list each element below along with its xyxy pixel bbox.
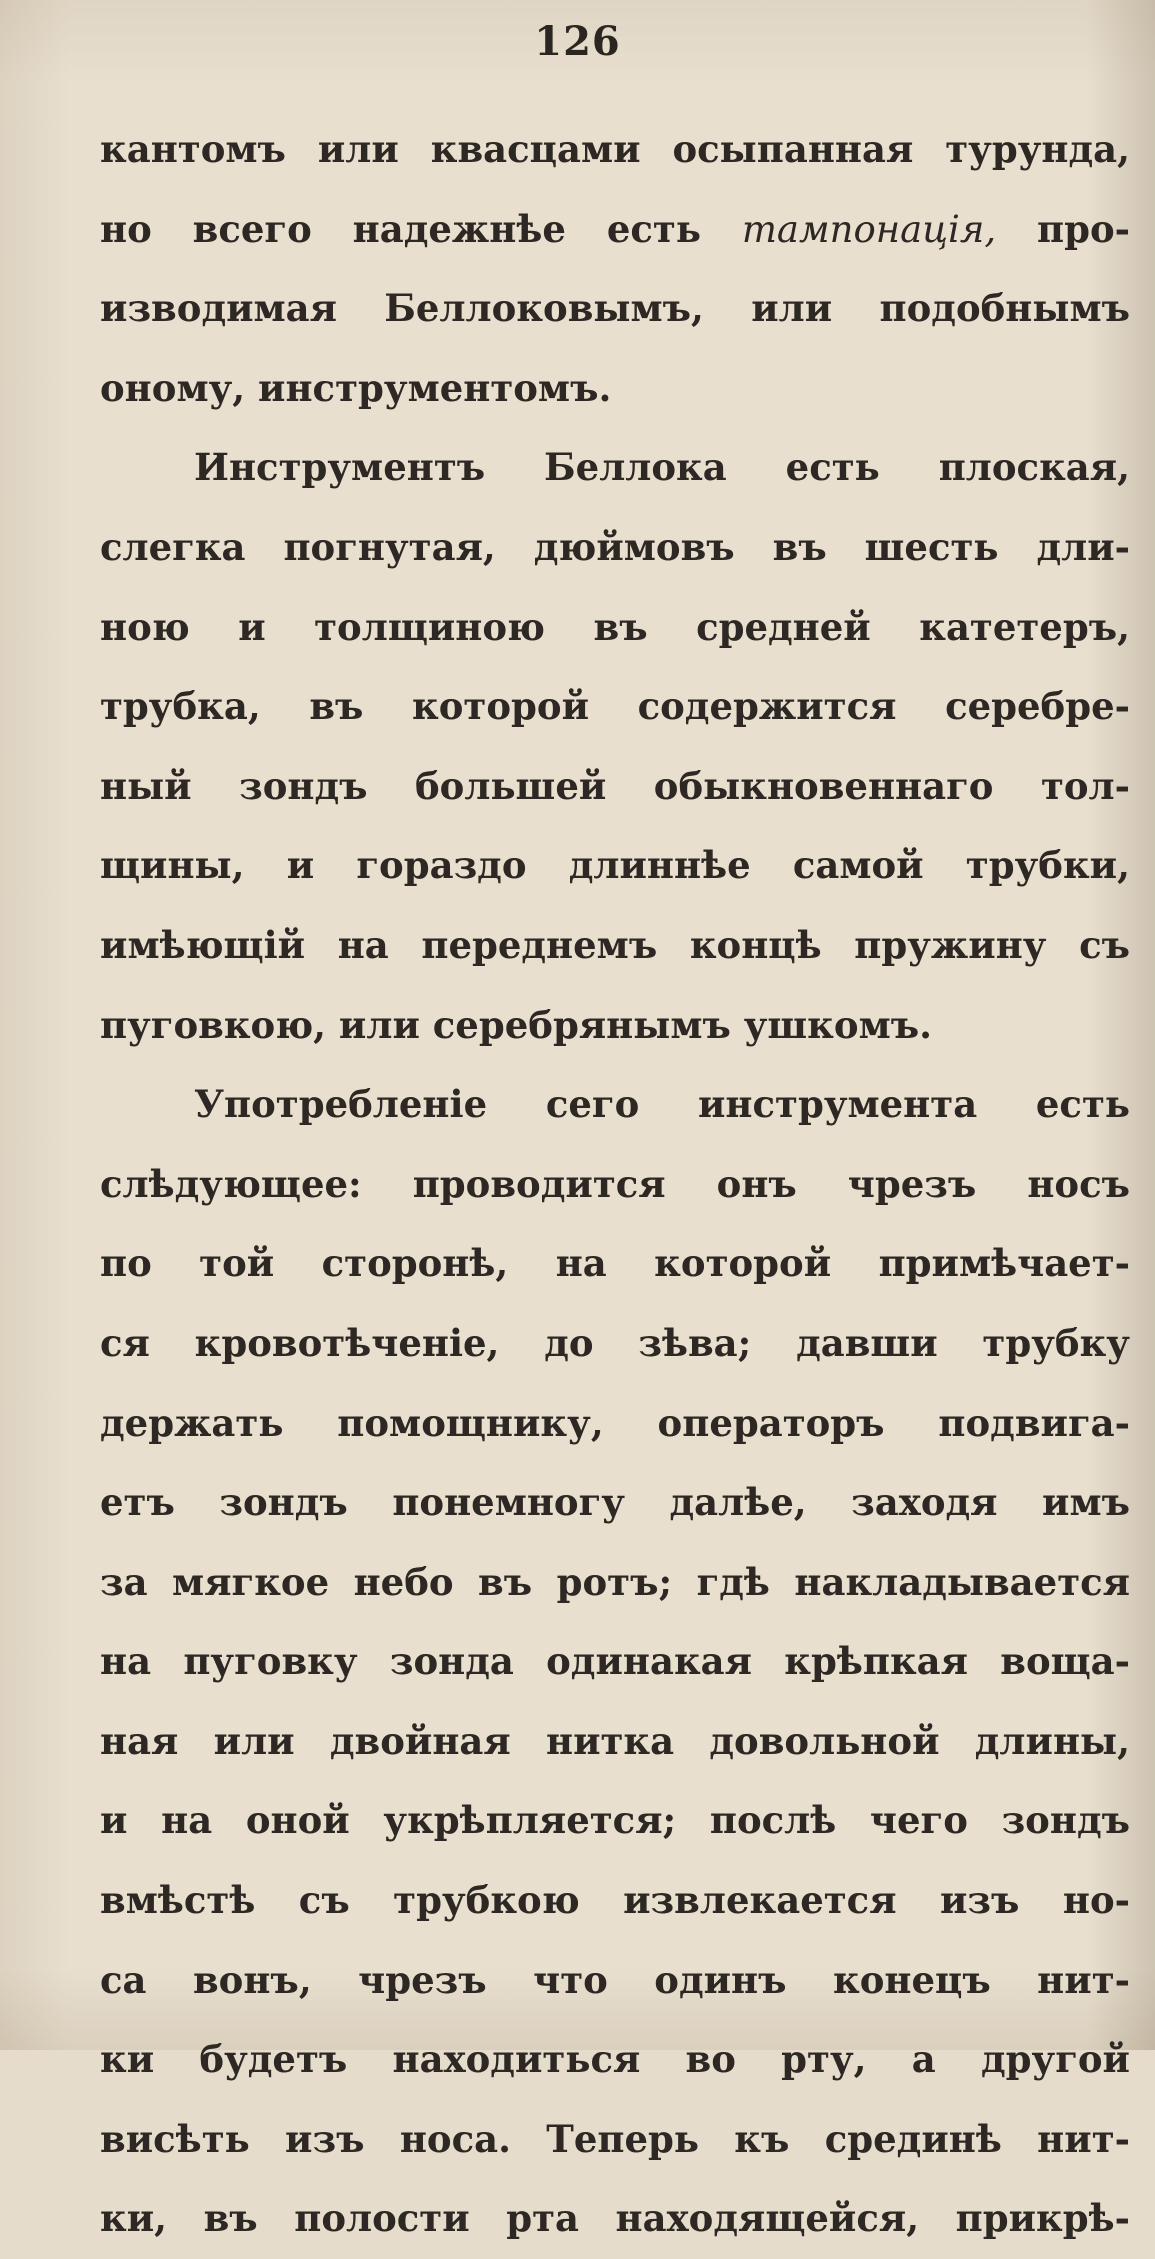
text-line: слегка погнутая, дюймовъ въ шесть дли- [100, 524, 1130, 569]
text-line: етъ зондъ понемногу далѣе, заходя имъ [100, 1480, 1130, 1525]
text-line: имѣющій на переднемъ концѣ пружину съ [100, 922, 1130, 967]
text-line: висѣть изъ носа. Теперь къ срединѣ нит- [100, 2116, 1130, 2161]
text-line: на пуговку зонда одинакая крѣпкая воща- [100, 1639, 1130, 1684]
body-text [100, 110, 1130, 2259]
text-line: ною и толщиною въ средней катетеръ, [100, 604, 1130, 649]
text-fragment: но всего надежнѣе есть [100, 206, 742, 251]
paragraph-first-line: Инструментъ Беллока есть плоская, [194, 445, 1130, 490]
text-line: ки будетъ находиться во рту, а другой [100, 2037, 1130, 2082]
text-line: ся кровотѣченіе, до зѣва; давши трубку [100, 1320, 1130, 1365]
text-line: кантомъ или квасцами осыпанная турунда, [100, 127, 1130, 171]
italic-term: тампонація, [741, 207, 997, 251]
text-line: трубка, въ которой содержится серебре- [100, 684, 1130, 729]
text-line: по той сторонѣ, на которой примѣчает- [100, 1241, 1130, 1286]
text-line: слѣдующее: проводится онъ чрезъ носъ [100, 1161, 1130, 1206]
text-line: изводимая Беллоковымъ, или подобнымъ [100, 286, 1130, 331]
text-line: щины, и гораздо длиннѣе самой трубки, [100, 843, 1130, 888]
page-number: 126 [534, 18, 621, 65]
text-line: оному, инструментомъ. [100, 365, 612, 410]
text-line: за мягкое небо въ ротъ; гдѣ накладывается [100, 1559, 1130, 1604]
text-line: вмѣстѣ съ трубкою извлекается изъ но- [100, 1878, 1130, 1923]
text-line: са вонъ, чрезъ что одинъ конецъ нит- [100, 1957, 1130, 2002]
paragraph-first-line: Употребленіе сего инструмента есть [194, 1082, 1130, 1127]
text-line: ный зондъ большей обыкновеннаго тол- [100, 763, 1130, 808]
text-line [100, 190, 1130, 270]
text-fragment: про- [996, 206, 1131, 251]
text-line: ки, въ полости рта находящейся, прикрѣ- [100, 2196, 1130, 2241]
text-line: пуговкою, или серебрянымъ ушкомъ. [100, 1002, 932, 1047]
text-line: и на оной укрѣпляется; послѣ чего зондъ [100, 1798, 1130, 1843]
text-line: держать помощнику, операторъ подвига- [100, 1400, 1130, 1445]
text-line: ная или двойная нитка довольной длины, [100, 1718, 1130, 1763]
